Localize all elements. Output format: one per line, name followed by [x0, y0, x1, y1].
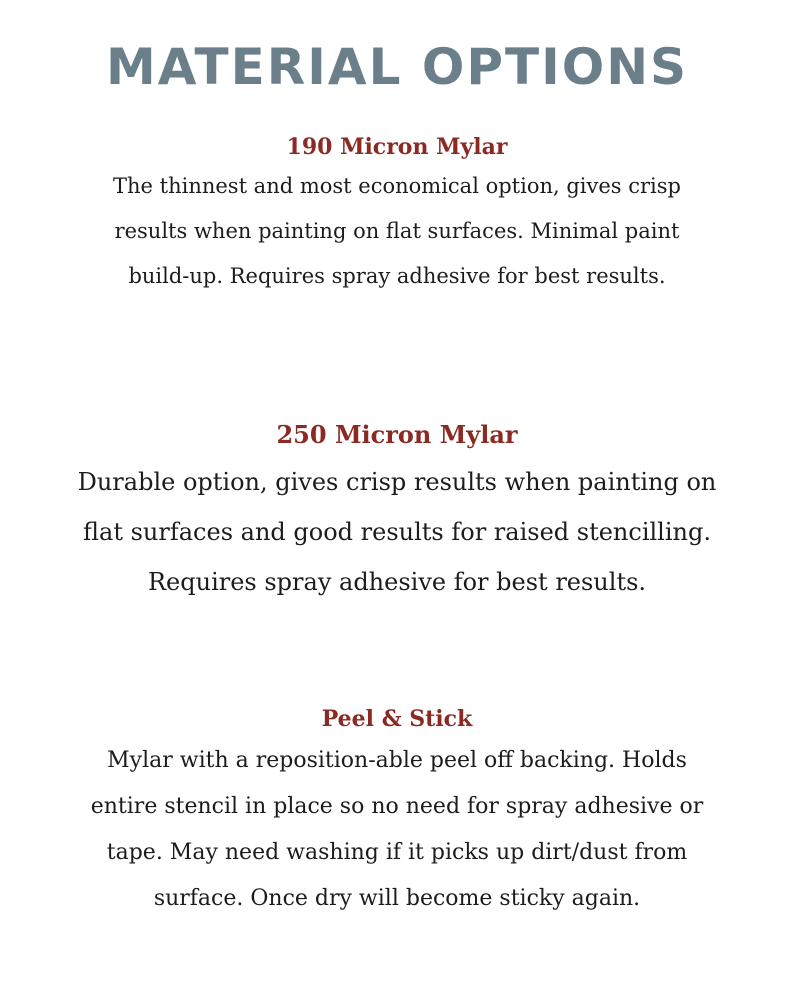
material-option-250-micron [0, 413, 794, 607]
material-option-description: The thinnest and most economical option, gives crisp results when painting on flat surfaces. Minimal paint build-up. Requires spray adhesive for best results. [113, 174, 681, 288]
material-option-heading: 190 Micron Mylar [286, 134, 508, 160]
page-title: MATERIAL OPTIONS [105, 38, 689, 96]
material-option-description: Durable option, gives crisp results when painting on flat surfaces and good results for raised stencilling. Requires spray adhesive for best results. [77, 468, 717, 596]
material-option-heading: Peel & Stick [321, 706, 473, 732]
material-option-heading: 250 Micron Mylar [276, 420, 518, 449]
material-option-190-micron [0, 130, 794, 299]
material-option-description: Mylar with a reposition-able peel off backing. Holds entire stencil in place so no need for spray adhesive or tape. May need washing if it picks up dirt/dust from surface. Once dry will become sticky again. [90, 748, 704, 911]
material-option-peel-and-stick [0, 700, 794, 922]
